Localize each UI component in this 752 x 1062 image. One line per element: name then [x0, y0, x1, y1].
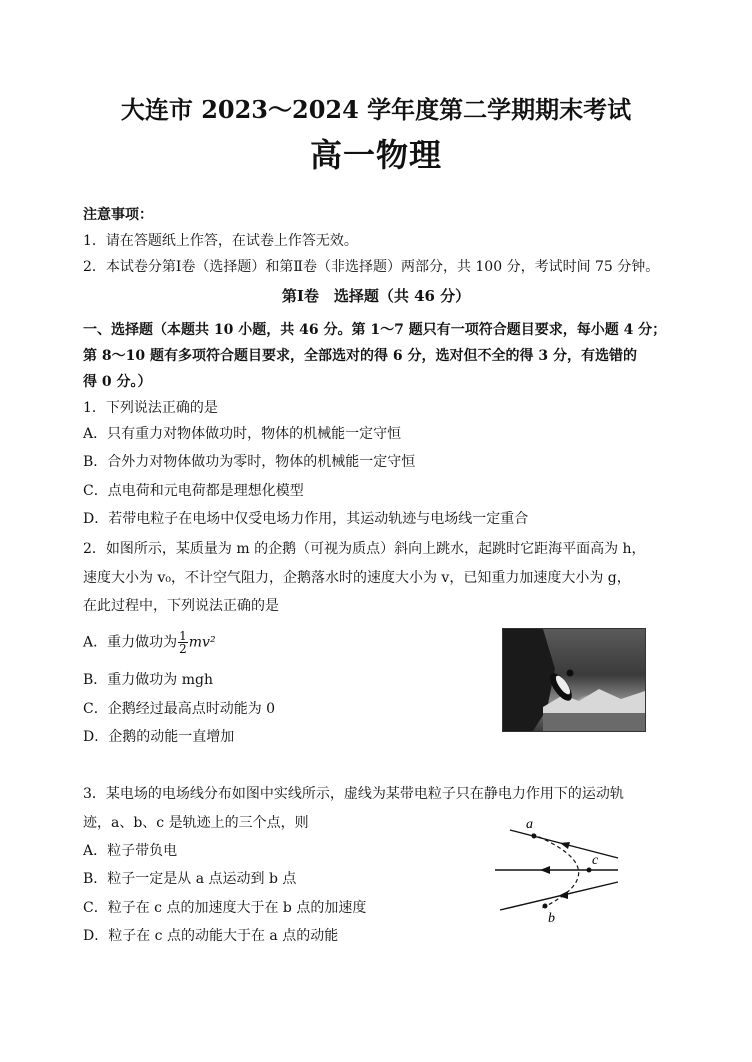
q2-option-a-suffix: mv²: [188, 634, 216, 651]
q2-option-c: C．企鹅经过最高点时动能为 0: [83, 701, 276, 717]
field-line-top-arrow: [560, 842, 570, 849]
q2-option-a: [83, 630, 216, 655]
section-instruction-line-1: 一、选择题（本题共 10 小题，共 46 分。第 1～7 题只有一项符合题目要求，每小题 4 分；: [83, 322, 667, 338]
electric-field-diagram: [490, 812, 630, 924]
fraction-denominator: 2: [179, 642, 187, 656]
q1-option-d: D．若带电粒子在电场中仅受电场力作用，其运动轨迹与电场线一定重合: [83, 511, 529, 527]
label-c: c: [592, 853, 599, 868]
penguin-photo: [502, 628, 646, 732]
q3-option-c: C．粒子在 c 点的加速度大于在 b 点的加速度: [83, 900, 367, 916]
q3-stem-line-2: 迹，a、b、c 是轨迹上的三个点，则: [83, 815, 309, 831]
notice-item-2: 2．本试卷分第Ⅰ卷（选择题）和第Ⅱ卷（非选择题）两部分，共 100 分，考试时间 75 分钟。: [83, 259, 660, 275]
exam-subject: 高一物理: [309, 136, 442, 174]
notice-item-1: 1．请在答题纸上作答，在试卷上作答无效。: [83, 233, 358, 249]
q2-stem-line-1: 2．如图所示，某质量为 m 的企鹅（可视为质点）斜向上跳水，起跳时它距海平面高为 h，: [83, 541, 646, 557]
q2-stem-line-2: 速度大小为 v₀，不计空气阻力，企鹅落水时的速度大小为 v，已知重力加速度大小为 g，: [83, 570, 631, 586]
q3-option-d: D．粒子在 c 点的动能大于在 a 点的动能: [83, 928, 339, 944]
half-fraction: [178, 630, 188, 655]
q3-option-a: A．粒子带负电: [83, 843, 178, 859]
label-b: b: [548, 911, 555, 924]
fraction-numerator: 1: [179, 629, 187, 643]
penguin-scene-icon: [503, 629, 645, 731]
field-line-middle-arrow: [540, 866, 550, 874]
q3-stem-line-1: 3．某电场的电场线分布如图中实线所示，虚线为某带电粒子只在静电力作用下的运动轨: [83, 786, 624, 802]
point-c: [587, 868, 592, 873]
section-instruction-line-3: 得 0 分。）: [83, 374, 152, 390]
point-b: [543, 904, 548, 909]
q1-option-b: B．合外力对物体做功为零时，物体的机械能一定守恒: [83, 454, 416, 470]
q1-stem: 1．下列说法正确的是: [83, 400, 218, 416]
q1-option-a: A．只有重力对物体做功时，物体的机械能一定守恒: [83, 426, 402, 442]
notice-heading: 注意事项：: [83, 207, 153, 223]
q1-option-c: C．点电荷和元电荷都是理想化模型: [83, 483, 304, 499]
q2-option-d: D．企鹅的动能一直增加: [83, 729, 235, 745]
q2-option-b: B．重力做功为 mgh: [83, 672, 213, 688]
q2-stem-line-3: 在此过程中，下列说法正确的是: [83, 598, 279, 614]
q2-option-a-prefix: A．重力做功为: [83, 634, 178, 651]
point-a: [532, 834, 537, 839]
part1-heading: 第Ⅰ卷 选择题（共 46 分）: [281, 287, 471, 305]
label-a: a: [526, 817, 533, 832]
section-instruction-line-2: 第 8～10 题有多项符合题目要求，全部选对的得 6 分，选对但不全的得 3 分，有选错的: [83, 348, 637, 364]
q3-option-b: B．粒子一定是从 a 点运动到 b 点: [83, 871, 297, 887]
exam-title: 大连市 2023～2024 学年度第二学期期末考试: [120, 95, 632, 124]
